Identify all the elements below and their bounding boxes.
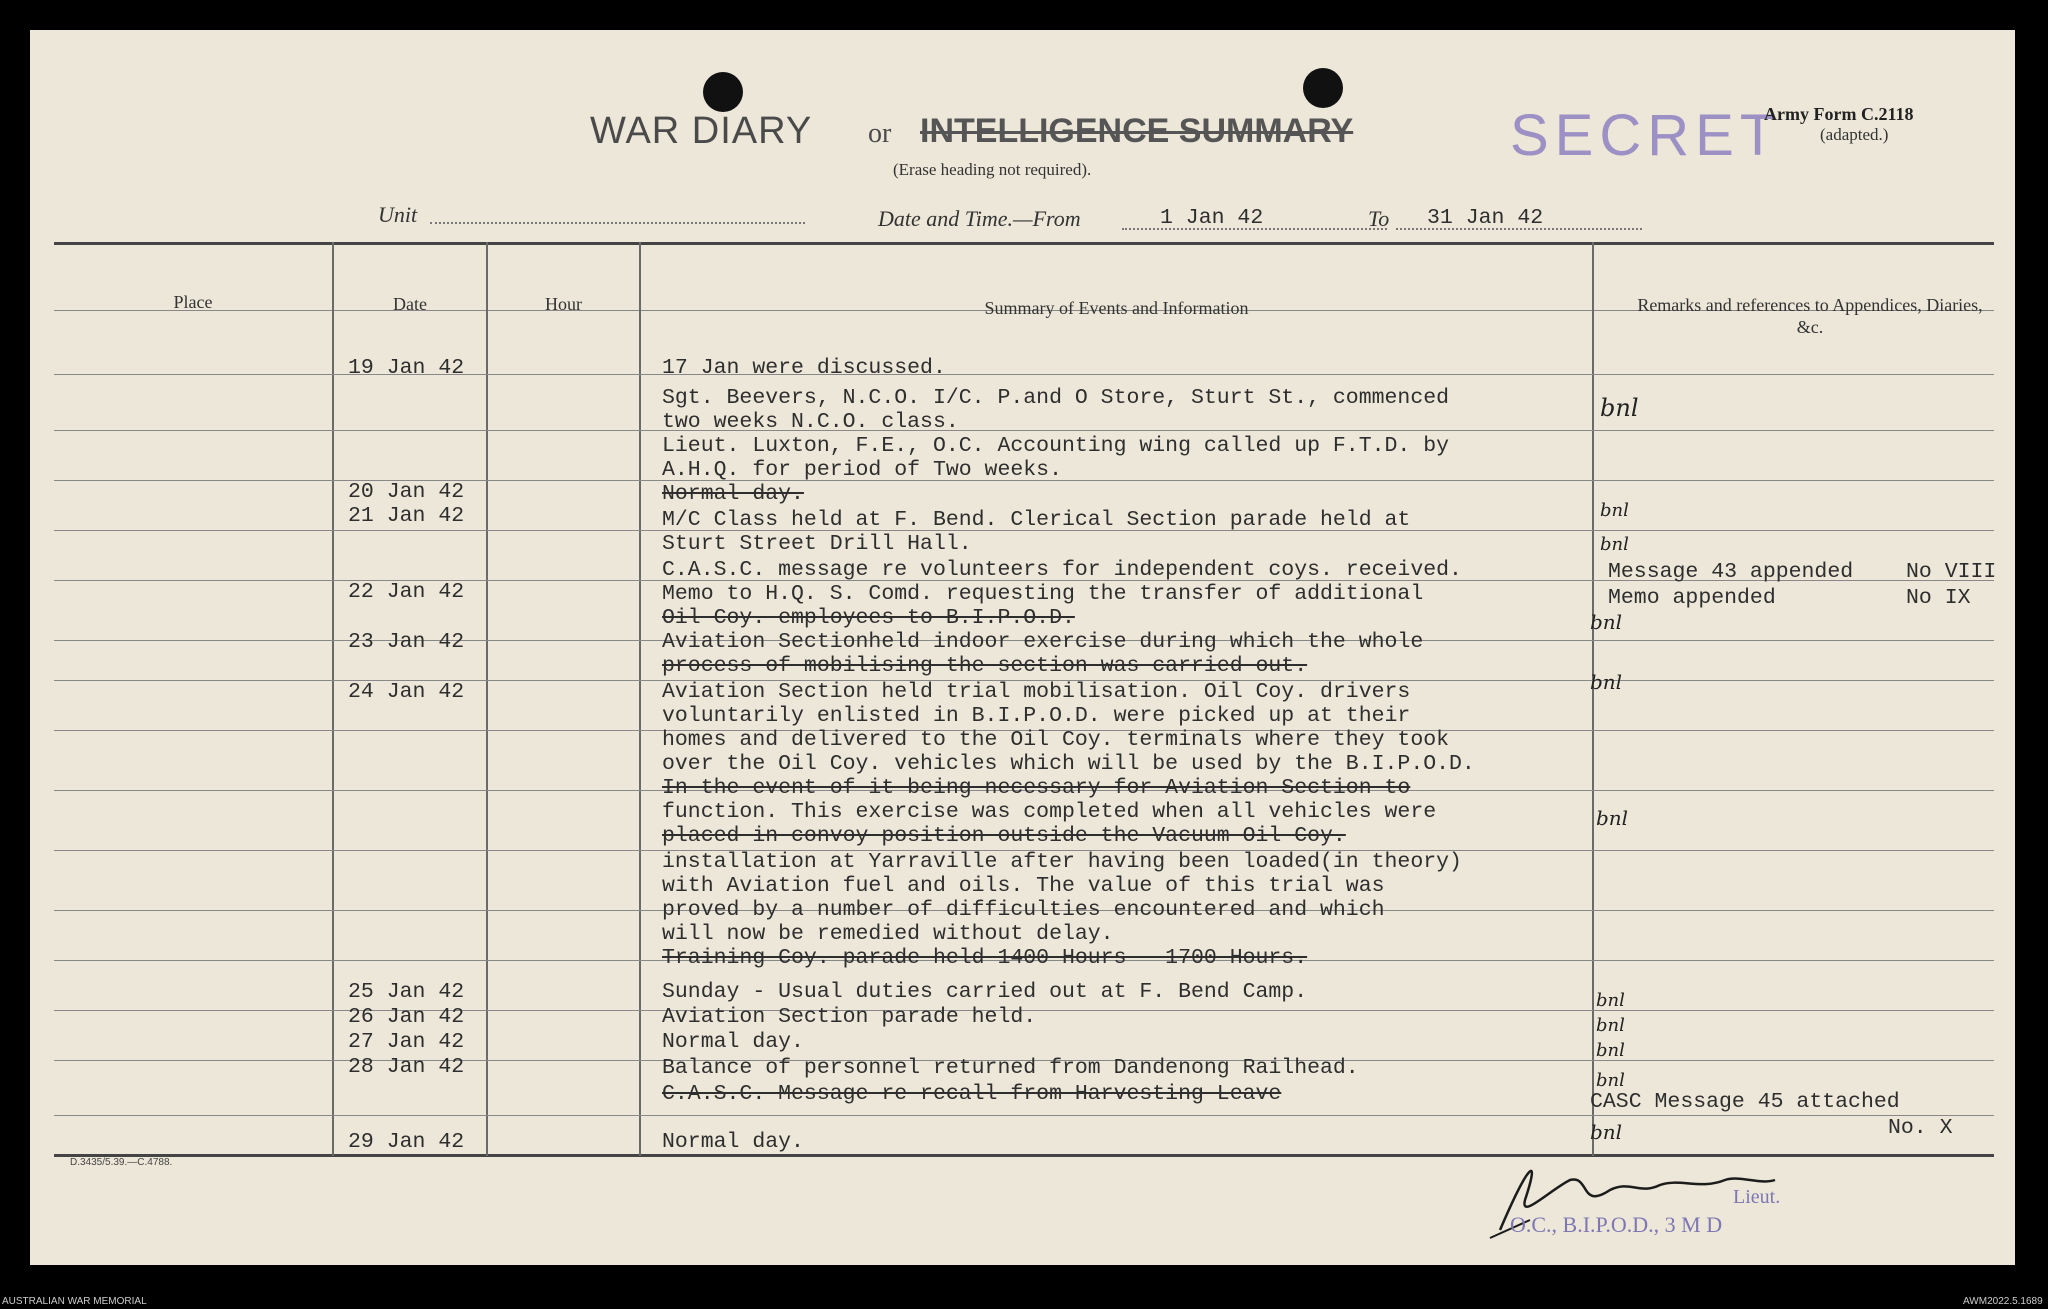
col-header-date: Date [393,294,427,314]
col-header-hour: Hour [545,294,582,314]
summary-line: Normal day. [662,482,804,506]
remark-appendix-viii: No VIII [1906,560,1997,584]
summary-line: Oil Coy. employees to B.I.P.O.D. [662,606,1075,630]
col-divider-hour [639,242,641,1156]
summary-line: Aviation Sectionheld indoor exercise during which the whole [662,630,1424,654]
punch-hole-left [703,72,743,112]
summary-line: voluntarily enlisted in B.I.P.O.D. were picked up at their [662,704,1411,728]
col-header-summary: Summary of Events and Information [984,298,1249,318]
summary-line: two weeks N.C.O. class. [662,410,959,434]
summary-line: C.A.S.C. Message re recall from Harvesting Leave [662,1082,1282,1106]
print-code: D.3435/5.39.—C.4788. [70,1157,173,1168]
remark-message-43: Message 43 appended [1608,560,1854,584]
row-rule [54,430,1994,431]
summary-line: with Aviation fuel and oils. The value of this trial was [662,874,1385,898]
remark-appendix-x: No. X [1888,1116,1953,1140]
summary-line: Sturt Street Drill Hall. [662,532,972,556]
handwritten-initials: bnl [1590,670,1623,694]
col-header-remarks: Remarks and references to Appendices, Diaries, &c. [1637,295,1983,337]
summary-line: A.H.Q. for period of Two weeks. [662,458,1062,482]
entry-date: 26 Jan 42 [348,1005,465,1029]
handwritten-initials: bnl [1596,806,1629,830]
entry-date: 24 Jan 42 [348,680,465,704]
handwritten-initials: bnl [1600,500,1629,521]
summary-line: Balance of personnel returned from Dandenong Railhead. [662,1056,1359,1080]
unit-line [430,222,805,224]
entry-date: 20 Jan 42 [348,480,465,504]
summary-line: function. This exercise was completed when all vehicles were [662,800,1437,824]
diary-page [30,30,2015,1265]
date-to: 31 Jan 42 [1427,206,1544,230]
summary-line: Sgt. Beevers, N.C.O. I/C. P.and O Store, Sturt St., commenced [662,386,1450,410]
title-or: or [868,118,892,149]
summary-line: 17 Jan were discussed. [662,356,946,380]
table-top-border [54,242,1994,245]
summary-line: proved by a number of difficulties encountered and which [662,898,1385,922]
handwritten-initials: bnl [1590,610,1623,634]
erase-note: (Erase heading not required). [893,160,1092,179]
handwritten-initials: bnl [1596,1070,1625,1091]
date-label: Date and Time.—From [878,206,1081,231]
entry-date: 25 Jan 42 [348,980,465,1004]
col-divider-date [486,242,488,1156]
summary-line: process of mobilising the section was carried out. [662,654,1308,678]
summary-line: placed in convoy position outside the Vacuum Oil Coy. [662,824,1346,848]
handwritten-initials: bnl [1590,1120,1623,1144]
entry-date: 21 Jan 42 [348,504,465,528]
summary-line: Aviation Section parade held. [662,1005,1037,1029]
summary-line: Aviation Section held trial mobilisation. Oil Coy. drivers [662,680,1411,704]
col-divider-summary [1592,242,1594,1156]
summary-line: Normal day. [662,1030,804,1054]
remark-memo: Memo appended [1608,586,1776,610]
punch-hole-right [1303,68,1343,108]
struck-heading: INTELLIGENCE SUMMARY [920,112,1354,150]
row-rule [54,374,1994,375]
army-form: Army Form C.2118 [1764,104,1914,124]
handwritten-initials: bnl [1596,1015,1625,1036]
remark-appendix-ix: No IX [1906,586,1971,610]
summary-line: In the event of it being necessary for Aviation Section to [662,776,1411,800]
signature-office: O.C., B.I.P.O.D., 3 M D [1510,1212,1723,1237]
entry-date: 23 Jan 42 [348,630,465,654]
army-form-adapted: (adapted.) [1820,125,1889,144]
summary-line: homes and delivered to the Oil Coy. terminals where they took [662,728,1450,752]
row-rule [54,1115,1994,1116]
entry-date: 19 Jan 42 [348,356,465,380]
summary-line: Normal day. [662,1130,804,1154]
to-label: To [1368,206,1390,231]
entry-date: 27 Jan 42 [348,1030,465,1054]
summary-line: installation at Yarraville after having been loaded(in theory) [662,850,1462,874]
footer-credit: AUSTRALIAN WAR MEMORIAL [2,1296,147,1307]
handwritten-initials: bnl [1596,990,1625,1011]
col-header-place: Place [173,292,213,312]
summary-line: Sunday - Usual duties carried out at F. Bend Camp. [662,980,1308,1004]
summary-line: Memo to H.Q. S. Comd. requesting the transfer of additional [662,582,1424,606]
entry-date: 22 Jan 42 [348,580,465,604]
entry-date: 28 Jan 42 [348,1055,465,1079]
unit-label: Unit [378,202,418,227]
secret-stamp: SECRET [1510,103,1782,168]
handwritten-initials: bnl [1600,394,1639,422]
summary-line: Lieut. Luxton, F.E., O.C. Accounting wing called up F.T.D. by [662,434,1450,458]
footer-accession: AWM2022.5.1689 [1963,1296,2043,1307]
summary-line: Training Coy. parade held 1400 Hours - 1700 Hours. [662,946,1308,970]
handwritten-initials: bnl [1596,1040,1625,1061]
col-divider-place [332,242,334,1156]
title: WAR DIARY [590,110,813,152]
date-from: 1 Jan 42 [1160,206,1264,230]
summary-line: C.A.S.C. message re volunteers for independent coys. received. [662,558,1462,582]
entry-date: 29 Jan 42 [348,1130,465,1154]
summary-line: will now be remedied without delay. [662,922,1114,946]
signature-rank: Lieut. [1733,1186,1781,1208]
summary-line: over the Oil Coy. vehicles which will be used by the B.I.P.O.D. [662,752,1475,776]
summary-line: M/C Class held at F. Bend. Clerical Section parade held at [662,508,1411,532]
handwritten-initials: bnl [1600,534,1629,555]
remark-casc-45: CASC Message 45 attached [1590,1090,1900,1114]
